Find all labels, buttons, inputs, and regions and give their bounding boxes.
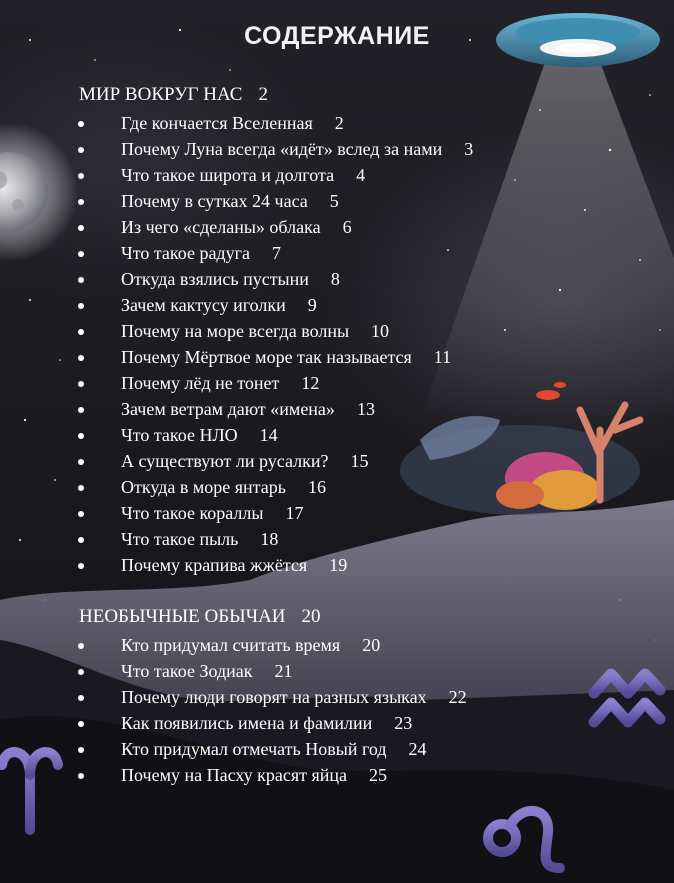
entry-title: Почему Луна всегда «идёт» вслед за нами xyxy=(121,139,443,159)
bullet-icon xyxy=(78,459,84,465)
bullet-icon xyxy=(78,773,84,779)
toc-entry[interactable] xyxy=(78,162,365,188)
entry-title: Что такое широта и долгота xyxy=(121,165,335,185)
entry-title: Что такое кораллы xyxy=(121,503,264,523)
toc-entry[interactable] xyxy=(78,710,412,736)
toc-entry[interactable] xyxy=(78,188,339,214)
entry-page-number: 17 xyxy=(285,503,304,523)
toc-entry[interactable] xyxy=(78,632,380,658)
bullet-icon xyxy=(78,485,84,491)
toc-entry[interactable] xyxy=(78,240,281,266)
bullet-icon xyxy=(78,721,84,727)
bullet-icon xyxy=(78,277,84,283)
bullet-icon xyxy=(78,407,84,413)
entry-page-number: 2 xyxy=(334,113,344,133)
toc-entry[interactable] xyxy=(78,370,319,396)
bullet-icon xyxy=(78,225,84,231)
entry-page-number: 12 xyxy=(301,373,320,393)
entry-page-number: 3 xyxy=(464,139,474,159)
bullet-icon xyxy=(78,695,84,701)
entry-title: Почему на море всегда волны xyxy=(121,321,350,341)
entry-page-number: 9 xyxy=(307,295,317,315)
entry-title: Что такое НЛО xyxy=(121,425,238,445)
bullet-icon xyxy=(78,173,84,179)
entry-title: Откуда взялись пустыни xyxy=(121,269,309,289)
entry-page-number: 21 xyxy=(274,661,293,681)
toc-entry[interactable] xyxy=(78,292,317,318)
entry-page-number: 23 xyxy=(394,713,413,733)
toc-entry[interactable] xyxy=(78,266,340,292)
bullet-icon xyxy=(78,511,84,517)
toc-entry[interactable] xyxy=(78,526,278,552)
toc-entry[interactable] xyxy=(78,762,387,788)
entry-title: Зачем ветрам дают «имена» xyxy=(121,399,335,419)
entry-page-number: 4 xyxy=(356,165,366,185)
bullet-icon xyxy=(78,381,84,387)
toc-entry[interactable] xyxy=(78,318,389,344)
toc-entry[interactable] xyxy=(78,422,278,448)
toc-entry[interactable] xyxy=(78,448,368,474)
entry-page-number: 18 xyxy=(260,529,279,549)
toc-entry[interactable] xyxy=(78,684,467,710)
entry-page-number: 22 xyxy=(448,687,467,707)
bullet-icon xyxy=(78,355,84,361)
bullet-icon xyxy=(78,747,84,753)
toc-entry[interactable] xyxy=(78,214,352,240)
entry-page-number: 6 xyxy=(342,217,352,237)
entry-title: Что такое Зодиак xyxy=(121,661,253,681)
section-heading[interactable] xyxy=(79,606,321,628)
entry-title: Почему люди говорят на разных языках xyxy=(121,687,427,707)
section-heading[interactable] xyxy=(79,84,268,106)
toc-entry[interactable] xyxy=(78,500,303,526)
bullet-icon xyxy=(78,643,84,649)
toc-entry[interactable] xyxy=(78,136,473,162)
bullet-icon xyxy=(78,669,84,675)
toc-entry[interactable] xyxy=(78,552,347,578)
entry-page-number: 19 xyxy=(329,555,348,575)
toc-entry[interactable] xyxy=(78,344,451,370)
bullet-icon xyxy=(78,433,84,439)
section-page-number: 20 xyxy=(301,606,321,627)
toc-entry[interactable] xyxy=(78,736,427,762)
section-page-number: 2 xyxy=(258,84,268,105)
section-heading-text: МИР ВОКРУГ НАС xyxy=(79,84,243,105)
entry-page-number: 25 xyxy=(369,765,388,785)
entry-title: Откуда в море янтарь xyxy=(121,477,286,497)
entry-title: Что такое радуга xyxy=(121,243,250,263)
entry-page-number: 20 xyxy=(362,635,381,655)
bullet-icon xyxy=(78,329,84,335)
toc-entry[interactable] xyxy=(78,474,326,500)
entry-title: Зачем кактусу иголки xyxy=(121,295,286,315)
bullet-icon xyxy=(78,563,84,569)
entry-title: А существуют ли русалки? xyxy=(121,451,329,471)
bullet-icon xyxy=(78,147,84,153)
entry-title: Кто придумал отмечать Новый год xyxy=(121,739,387,759)
toc-entry[interactable] xyxy=(78,396,375,422)
entry-title: Кто придумал считать время xyxy=(121,635,341,655)
toc-entry[interactable] xyxy=(78,658,292,684)
entry-page-number: 16 xyxy=(307,477,326,497)
entry-title: Почему лёд не тонет xyxy=(121,373,280,393)
entry-page-number: 11 xyxy=(433,347,452,367)
bullet-icon xyxy=(78,121,84,127)
entry-page-number: 13 xyxy=(356,399,375,419)
toc-entry[interactable] xyxy=(78,110,344,136)
ufo-icon xyxy=(420,13,674,420)
entry-page-number: 24 xyxy=(408,739,427,759)
entry-title: Из чего «сделаны» облака xyxy=(121,217,321,237)
entry-title: Как появились имена и фамилии xyxy=(121,713,373,733)
entry-page-number: 5 xyxy=(329,191,339,211)
entry-page-number: 8 xyxy=(330,269,340,289)
bullet-icon xyxy=(78,303,84,309)
entry-title: Почему Мёртвое море так называется xyxy=(121,347,412,367)
section-heading-text: НЕОБЫЧНЫЕ ОБЫЧАИ xyxy=(79,606,286,627)
entry-title: Почему крапива жжётся xyxy=(121,555,308,575)
moon-icon xyxy=(0,122,78,262)
bullet-icon xyxy=(78,537,84,543)
entry-page-number: 7 xyxy=(271,243,281,263)
entry-page-number: 10 xyxy=(371,321,390,341)
page-title: СОДЕРЖАНИЕ xyxy=(244,22,430,50)
entry-page-number: 15 xyxy=(350,451,369,471)
entry-page-number: 14 xyxy=(259,425,278,445)
bullet-icon xyxy=(78,251,84,257)
bullet-icon xyxy=(78,199,84,205)
entry-title: Почему на Пасху красят яйца xyxy=(121,765,348,785)
entry-title: Почему в сутках 24 часа xyxy=(121,191,308,211)
entry-title: Что такое пыль xyxy=(121,529,239,549)
entry-title: Где кончается Вселенная xyxy=(121,113,313,133)
